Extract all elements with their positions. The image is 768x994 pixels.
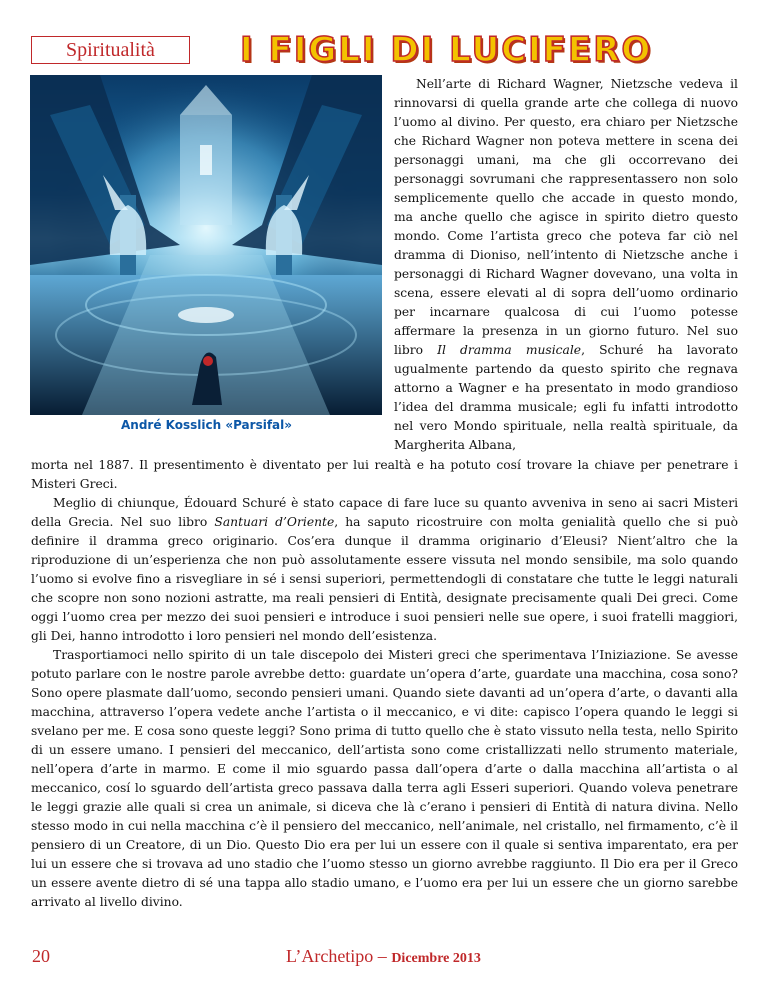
paragraph-3: Trasportiamoci nello spirito di un tale discepolo dei Misteri greci che sperimentava l’Iniziazione. Se avesse potuto parlare con le nostre parole avrebbe detto: guardate un’opera d’arte, guardate una macchina, cosa sono? Sono opere plasmate dall’uomo, secondo pensieri umani. Quando siete davanti ad un’opera d’arte, o davanti alla macchina, attraverso l’opera vedete anche l’artista o il meccanico, e vi dite: capisco l’opera quando le leggi si svelano per me. E cosa sono queste leggi? Sono prima di tutto quello che è stato vissuto nella testa, nello Spirito di un essere umano. I pensieri del meccanico, dell’artista sono come cristallizzati nello strumento materiale, nell’opera d’arte in marmo. E come il mio sguardo passa dall’opera d’arte o dalla macchina all’artista o al meccanico, cosí lo sguardo dell’artista greco passava dalla terra agli Esseri superiori. Quando voleva penetrare le leggi grazie alle quali si crea un animale, si diceva che là c’erano i pensieri di Entità di natura divina. Nello stesso modo in cui nella macchina c’è il pensiero del meccanico, nell’animale, nel cristallo, nel firmamento, c’è il pensiero di un Creatore, di un Dio. Questo Dio era per lui un essere con il quale si sentiva imparentato, era per lui un essere che si trovava ad uno stadio che l’uomo stesso un giorno avrebbe raggiunto. Il Dio era per il Greco un essere avente dietro di sé una tappa allo stadio umano, e l’uomo era per lui un essere che un giorno sarebbe arrivato al livello divino. (31, 648, 738, 909)
parsifal-artwork (30, 75, 382, 415)
paragraph-intro: Nell’arte di Richard Wagner, Nietzsche vedeva il rinnovarsi di quella grande arte che collega di nuovo l’uomo al divino. Per questo, era chiaro per Nietzsche che Richard Wagner non poteva mettere in scena dei personaggi umani, ma che gli occorrevano dei personaggi sovrumani che rappresentassero non solo semplicemente quello che accade in questo mondo, ma anche quello che agisce in spirito dietro questo mondo. Come l’artista greco che poteva far ciò nel dramma di Dioniso, nell’intento di Nietzsche anche i personaggi di Richard Wagner dovevano, una volta in scena, essere elevati al di sopra dell’uomo ordinario per incarnare qualcosa di cui l’uomo potesse affermare la presenza in un giorno futuro. Nel suo libro (394, 77, 738, 357)
book-title-2: Santuari d’Oriente (214, 515, 335, 529)
issue-date: Dicembre 2013 (391, 951, 481, 966)
image-caption: André Kosslich «Parsifal» (121, 418, 293, 432)
paragraph-1: morta nel 1887. Il presentimento è diventato per lui realtà e ha potuto cosí trovare la chiave per penetrare i Misteri Greci. (31, 458, 738, 491)
journal-footer (286, 946, 481, 967)
book-title: Il dramma musicale (437, 343, 582, 357)
paragraph-intro-cont: , Schuré ha lavorato ugualmente partendo da questo spirito che regnava attorno a Wagner e ha presentato in modo grandioso l’idea del dramma musicale; egli fu infatti introdotto nel vero Mondo spirituale, nella realtà spirituale, da Margherita Albana, (394, 343, 738, 452)
article-text-column (394, 75, 738, 455)
page-number: 20 (32, 946, 50, 966)
section-rubric: Spiritualità (31, 36, 190, 64)
paragraph-2: Meglio di chiunque, Édouard Schuré è stato capace di fare luce su quanto avveniva in seno ai sacri Misteri della Grecia. Nel suo libro (31, 496, 738, 529)
journal-name: L’Archetipo – (286, 946, 392, 966)
paragraph-2-cont: , ha saputo ricostruire con molta genialità quello che si può definire il dramma greco originario. Cos’era dunque il dramma originario d’Eleusi? Nient’altro che la riproduzione di un’esperienza che non può assolutamente essere vissuta nel mondo sensibile, ma solo quando l’uomo si evolve fino a risvegliare in sé i sensi superiori, permettendogli di constatare che tutte le leggi naturali che scopre non sono nozioni astratte, ma reali pensieri di Entità, designate precisamente quali Dei greci. Come oggi l’uomo crea per mezzo dei suoi pensieri e introduce i suoi pensieri nelle sue opere, i suoi fratelli maggiori, gli Dei, hanno introdotto i loro pensieri nel mondo dell’esistenza. (31, 515, 738, 643)
article-title: I FIGLI DI LUCIFERO (240, 30, 653, 70)
article-illustration (30, 75, 382, 415)
article-text-body (31, 456, 738, 912)
